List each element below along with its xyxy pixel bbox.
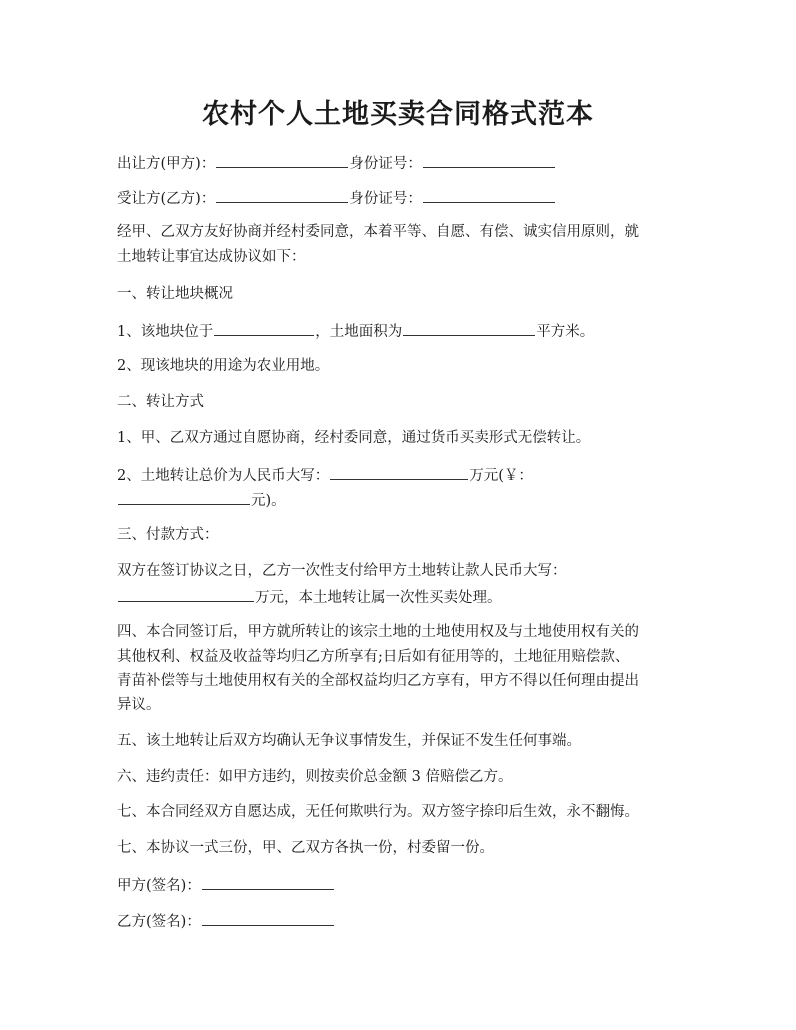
intro-line-2: 土地转让事宜达成协议如下： bbox=[117, 249, 306, 265]
section-4-line-4: 异议。 bbox=[117, 697, 161, 713]
section-4-line-3: 青苗补偿等与土地使用权有关的全部权益均归乙方享有，甲方不得以任何理由提出 bbox=[117, 673, 639, 689]
section-1-item-1-prefix: 1、该地块位于 bbox=[117, 324, 214, 340]
party-a-label: 出让方(甲方)： bbox=[117, 156, 216, 172]
party-b-label: 受让方(乙方)： bbox=[117, 191, 216, 207]
section-2-item-1: 1、甲、乙双方通过自愿协商，经村委同意，通过货币买卖形式无偿转让。 bbox=[117, 430, 591, 446]
section-6: 六、违约责任：如甲方违约，则按卖价总金额 3 倍赔偿乙方。 bbox=[117, 769, 513, 785]
signature-a-blank bbox=[202, 872, 334, 890]
section-1-item-1 bbox=[117, 318, 687, 344]
party-a-name-blank bbox=[216, 150, 348, 168]
section-3-line-1: 双方在签订协议之日，乙方一次性支付给甲方土地转让款人民币大写： bbox=[117, 563, 567, 579]
section-1-heading: 一、转让地块概况 bbox=[117, 286, 233, 302]
section-5: 五、该土地转让后双方均确认无争议事情发生，并保证不发生任何事端。 bbox=[117, 733, 581, 749]
section-1-item-1-middle: ，土地面积为 bbox=[315, 324, 403, 340]
section-3-heading: 三、付款方式： bbox=[117, 527, 219, 543]
document-title: 农村个人土地买卖合同格式范本 bbox=[202, 99, 594, 130]
intro-line-1: 经甲、乙双方友好协商并经村委同意，本着平等、自愿、有偿、诚实信用原则，就 bbox=[117, 224, 639, 240]
price-words-blank bbox=[330, 462, 468, 480]
section-2-item-2-middle: 万元(￥： bbox=[469, 468, 533, 484]
party-a-id-blank bbox=[423, 150, 555, 168]
party-b-id-label: 身份证号： bbox=[349, 191, 422, 207]
section-3-line-2 bbox=[117, 584, 687, 610]
section-4-line-2: 其他权利、权益及收益等均归乙方所享有;日后如有征用等的，土地征用赔偿款、 bbox=[117, 649, 630, 665]
party-a-line bbox=[117, 150, 687, 176]
section-7a: 七、本合同经双方自愿达成，无任何欺哄行为。双方签字捺印后生效，永不翻悔。 bbox=[117, 804, 639, 820]
section-3-line-2-suffix: 万元，本土地转让属一次性买卖处理。 bbox=[255, 590, 502, 606]
signature-a-label: 甲方(签名)： bbox=[117, 878, 201, 894]
location-blank bbox=[214, 318, 314, 336]
payment-amount-blank bbox=[118, 584, 254, 602]
party-b-line bbox=[117, 185, 687, 211]
section-2-item-2 bbox=[117, 462, 687, 488]
signature-a-line bbox=[117, 872, 687, 898]
section-1-item-2: 2、现该地块的用途为农业用地。 bbox=[117, 358, 330, 374]
section-2-item-2-prefix: 2、土地转让总价为人民币大写： bbox=[117, 468, 330, 484]
section-7b: 七、本协议一式三份，甲、乙双方各执一份，村委留一份。 bbox=[117, 840, 494, 856]
party-b-id-blank bbox=[423, 185, 555, 203]
section-2-item-2-suffix: 元)。 bbox=[251, 493, 286, 509]
section-1-item-1-suffix: 平方米。 bbox=[536, 324, 595, 340]
signature-b-label: 乙方(签名)： bbox=[117, 914, 201, 930]
section-2-item-2-cont bbox=[117, 487, 687, 513]
signature-b-blank bbox=[202, 908, 334, 926]
section-4-line-1: 四、本合同签订后，甲方就所转让的该宗土地的土地使用权及与土地使用权有关的 bbox=[117, 624, 639, 640]
party-b-name-blank bbox=[216, 185, 348, 203]
area-blank bbox=[403, 318, 535, 336]
party-a-id-label: 身份证号： bbox=[349, 156, 422, 172]
section-2-heading: 二、转让方式 bbox=[117, 394, 204, 410]
price-figures-blank bbox=[118, 487, 250, 505]
signature-b-line bbox=[117, 908, 687, 934]
